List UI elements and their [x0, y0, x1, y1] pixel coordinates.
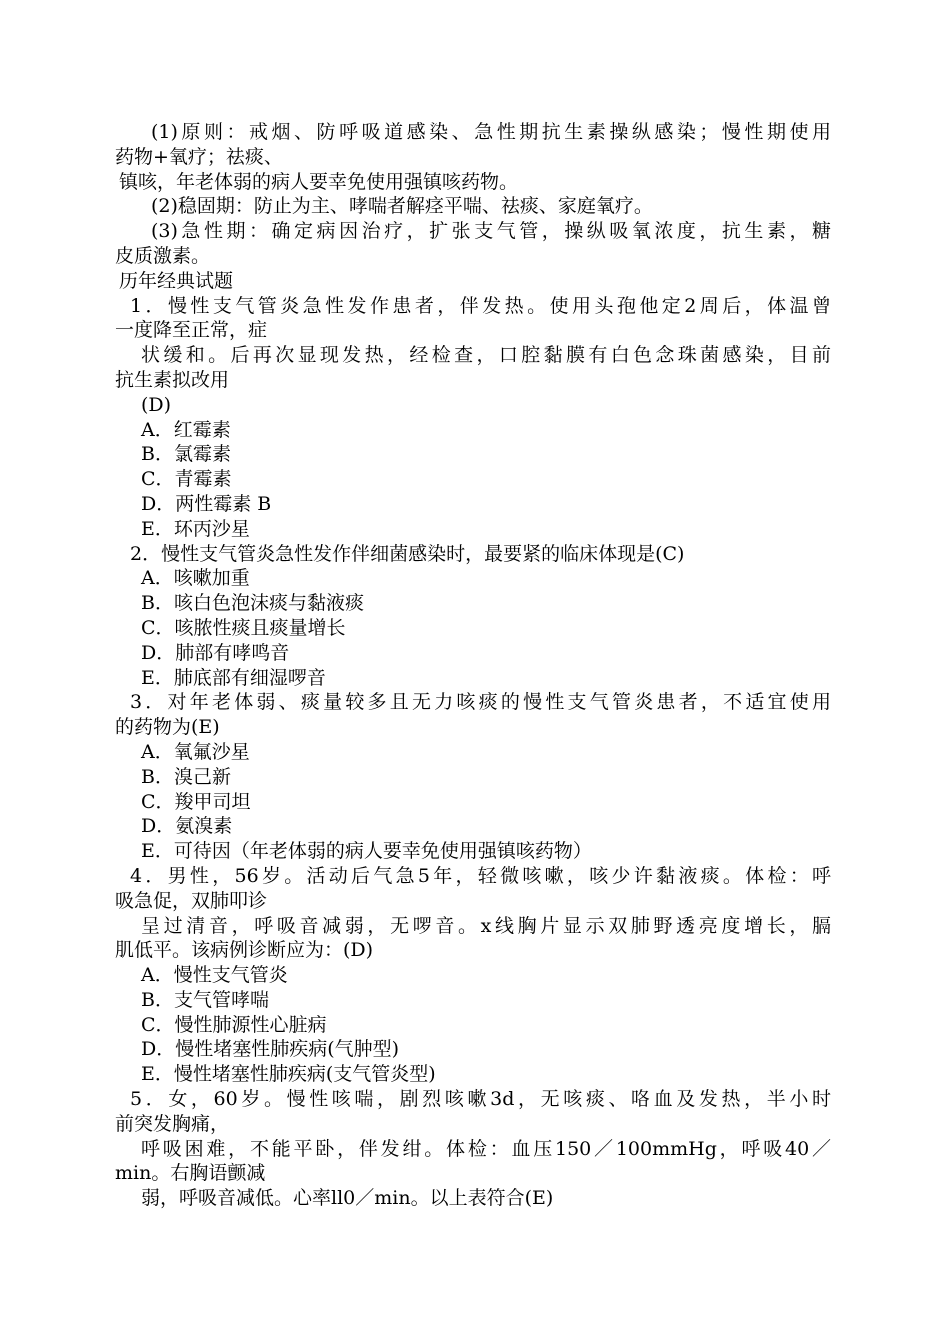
question-4-stem-line-1: 4．男性，56岁。活动后气急5年，轻微咳嗽，咳少许黏液痰。体检：呼: [130, 864, 831, 887]
question-5-stem-line-2: 前突发胸痛，: [115, 1112, 230, 1135]
question-1-option-c: C．青霉素: [141, 468, 232, 491]
question-4-option-c: C．慢性肺源性心脏病: [141, 1013, 327, 1036]
question-5-stem-line-3: 呼吸困难，不能平卧，伴发绀。体检：血压150／100mmHg，呼吸40／: [141, 1137, 831, 1160]
question-4-option-a: A．慢性支气管炎: [141, 964, 288, 987]
question-1-stem-line-4: 抗生素拟改用: [115, 368, 230, 391]
question-4-option-d: D．慢性堵塞性肺疾病(气肿型): [141, 1038, 400, 1061]
question-1-answer: (D): [141, 393, 172, 416]
question-5-stem-line-1: 5．女，60岁。慢性咳喘，剧烈咳嗽3d，无咳痰、咯血及发热，半小时: [130, 1088, 831, 1111]
question-1-stem-line-3: 状缓和。后再次显现发热，经检查，口腔黏膜有白色念珠菌感染，目前: [141, 344, 831, 367]
question-3-option-d: D．氨溴素: [141, 815, 233, 838]
question-1-stem-line-2: 一度降至正常，症: [115, 319, 268, 342]
question-4-option-b: B．支气管哮喘: [141, 988, 269, 1011]
principle-1-line-2: 药物+氧疗；祛痰、: [115, 145, 283, 168]
question-2-option-c: C．咳脓性痰且痰量增长: [141, 616, 346, 639]
question-4-option-e: E．慢性堵塞性肺疾病(支气管炎型): [141, 1063, 436, 1086]
question-3-option-e: E．可待因（年老体弱的病人要幸免使用强镇咳药物）: [141, 840, 592, 863]
question-1-stem-line-1: 1．慢性支气管炎急性发作患者，伴发热。使用头孢他定2周后，体温曾: [130, 294, 831, 317]
question-3-stem-line-2: 的药物为(E): [115, 716, 220, 739]
principle-1-line-1: (1)原则：戒烟、防呼吸道感染、急性期抗生素操纵感染；慢性期使用: [151, 121, 831, 143]
principle-1-line-3: 镇咳，年老体弱的病人要幸免使用强镇咳药物。: [119, 170, 519, 193]
document-page: [115, 120, 831, 1211]
question-5-stem-line-4: min。右胸语颤减: [115, 1162, 266, 1185]
question-1-option-b: B．氯霉素: [141, 443, 231, 466]
question-1-option-a: A．红霉素: [141, 418, 231, 441]
principle-2: (2)稳固期：防止为主、哮喘者解痉平喘、祛痰、家庭氧疗。: [151, 195, 653, 218]
question-2-option-a: A．咳嗽加重: [141, 567, 250, 590]
principle-3-line-1: (3)急性期：确定病因治疗，扩张支气管，操纵吸氧浓度，抗生素，糖: [151, 220, 831, 243]
question-1-option-d: D．两性霉素 B: [141, 492, 272, 515]
question-1-option-e: E．环丙沙星: [141, 517, 250, 540]
section-title: 历年经典试题: [119, 269, 234, 292]
question-4-stem-line-3: 呈过清音，呼吸音减弱，无啰音。x线胸片显示双肺野透亮度增长，膈: [141, 914, 831, 937]
question-2-stem: 2．慢性支气管炎急性发作伴细菌感染时，最要紧的临床体现是(C): [130, 542, 685, 565]
question-3-option-a: A．氧氟沙星: [141, 740, 250, 763]
question-3-option-b: B．溴己新: [141, 765, 231, 788]
question-4-stem-line-4: 肌低平。该病例诊断应为：(D): [115, 939, 374, 962]
question-2-option-d: D．肺部有哮鸣音: [141, 641, 290, 664]
question-3-stem-line-1: 3．对年老体弱、痰量较多且无力咳痰的慢性支气管炎患者，不适宜使用: [130, 691, 831, 714]
question-4-stem-line-2: 吸急促，双肺叩诊: [115, 889, 268, 912]
principle-3-line-2: 皮质激素。: [115, 244, 211, 267]
question-3-option-c: C．羧甲司坦: [141, 790, 251, 813]
question-2-option-b: B．咳白色泡沫痰与黏液痰: [141, 592, 364, 615]
question-2-option-e: E．肺底部有细湿啰音: [141, 666, 326, 689]
question-5-stem-line-5: 弱，呼吸音减低。心率ll0／min。以上表符合(E): [141, 1187, 554, 1210]
